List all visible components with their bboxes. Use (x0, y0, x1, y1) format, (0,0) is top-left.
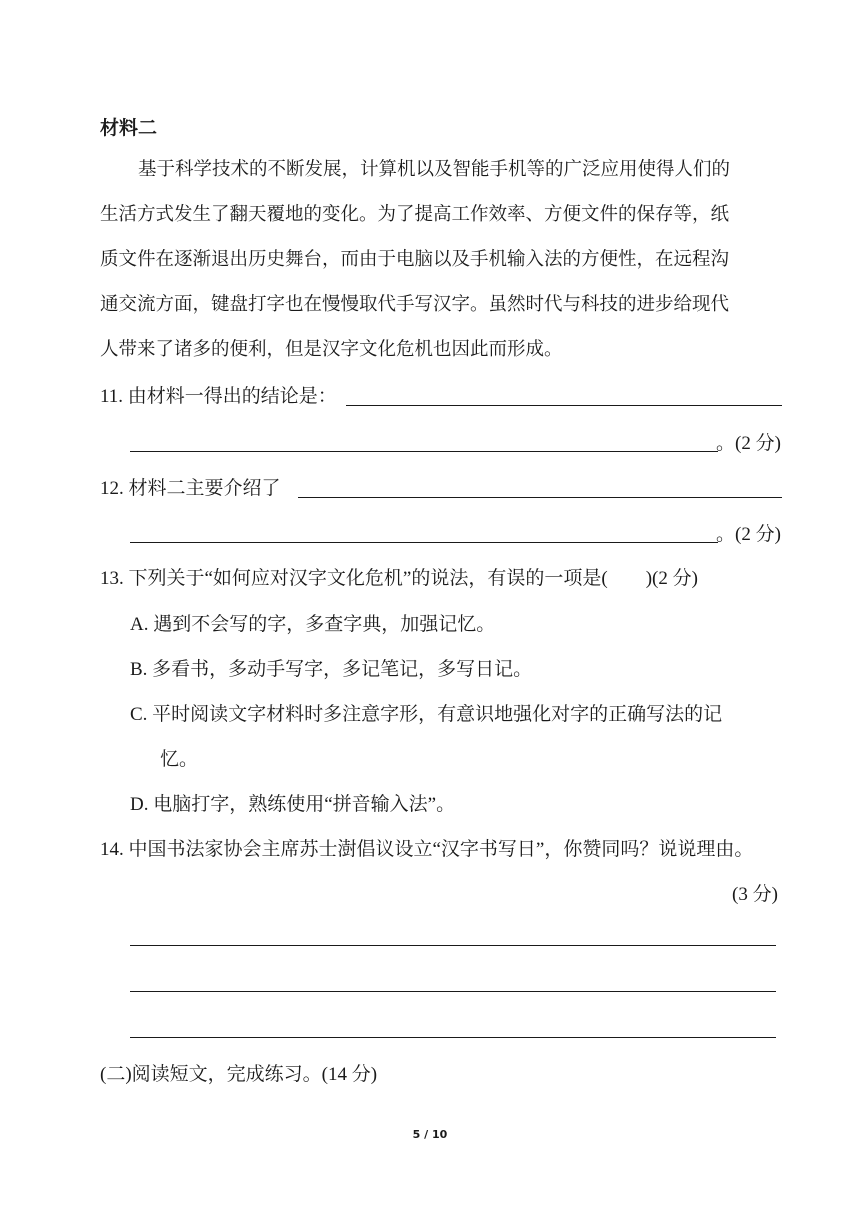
answer-line[interactable] (130, 1037, 776, 1038)
question-13: 13. 下列关于“如何应对汉字文化危机”的说法，有误的一项是( )(2 分) (100, 568, 698, 589)
passage-line: 生活方式发生了翻天覆地的变化。为了提高工作效率、方便文件的保存等，纸 (100, 204, 730, 225)
answer-line[interactable] (130, 945, 776, 946)
option-b[interactable]: B. 多看书，多动手写字，多记笔记，多写日记。 (130, 659, 533, 680)
passage-line: 质文件在逐渐退出历史舞台，而由于电脑以及手机输入法的方便性，在远程沟 (100, 249, 730, 270)
question-11: 11. 由材料一得出的结论是： (100, 386, 337, 407)
passage-line: 基于科学技术的不断发展，计算机以及智能手机等的广泛应用使得人们的 (138, 159, 731, 180)
score-label: (3 分) (732, 884, 778, 905)
answer-line[interactable] (346, 405, 782, 406)
question-14: 14. 中国书法家协会主席苏士澍倡议设立“汉字书写日”，你赞同吗？说说理由。 (100, 839, 754, 860)
score-label: 。(2 分) (716, 524, 781, 545)
answer-line[interactable] (298, 497, 782, 498)
option-c[interactable]: C. 平时阅读文字材料时多注意字形，有意识地强化对字的正确写法的记 (130, 704, 723, 725)
page-number: 5 / 10 (412, 1128, 448, 1141)
passage-line: 通交流方面，键盘打字也在慢慢取代手写汉字。虽然时代与科技的进步给现代 (100, 294, 730, 315)
answer-line[interactable] (130, 451, 718, 452)
score-label: 。(2 分) (716, 433, 781, 454)
question-12: 12. 材料二主要介绍了 (100, 478, 281, 499)
passage-line: 人带来了诸多的便利，但是汉字文化危机也因此而形成。 (100, 339, 563, 360)
option-a[interactable]: A. 遇到不会写的字，多查字典，加强记忆。 (130, 614, 496, 635)
option-d[interactable]: D. 电脑打字，熟练使用“拼音输入法”。 (130, 794, 456, 815)
option-c-continued: 忆。 (160, 749, 199, 770)
answer-line[interactable] (130, 542, 718, 543)
section-2-title: (二)阅读短文，完成练习。(14 分) (100, 1064, 378, 1085)
answer-line[interactable] (130, 991, 776, 992)
section-heading: 材料二 (100, 117, 158, 139)
